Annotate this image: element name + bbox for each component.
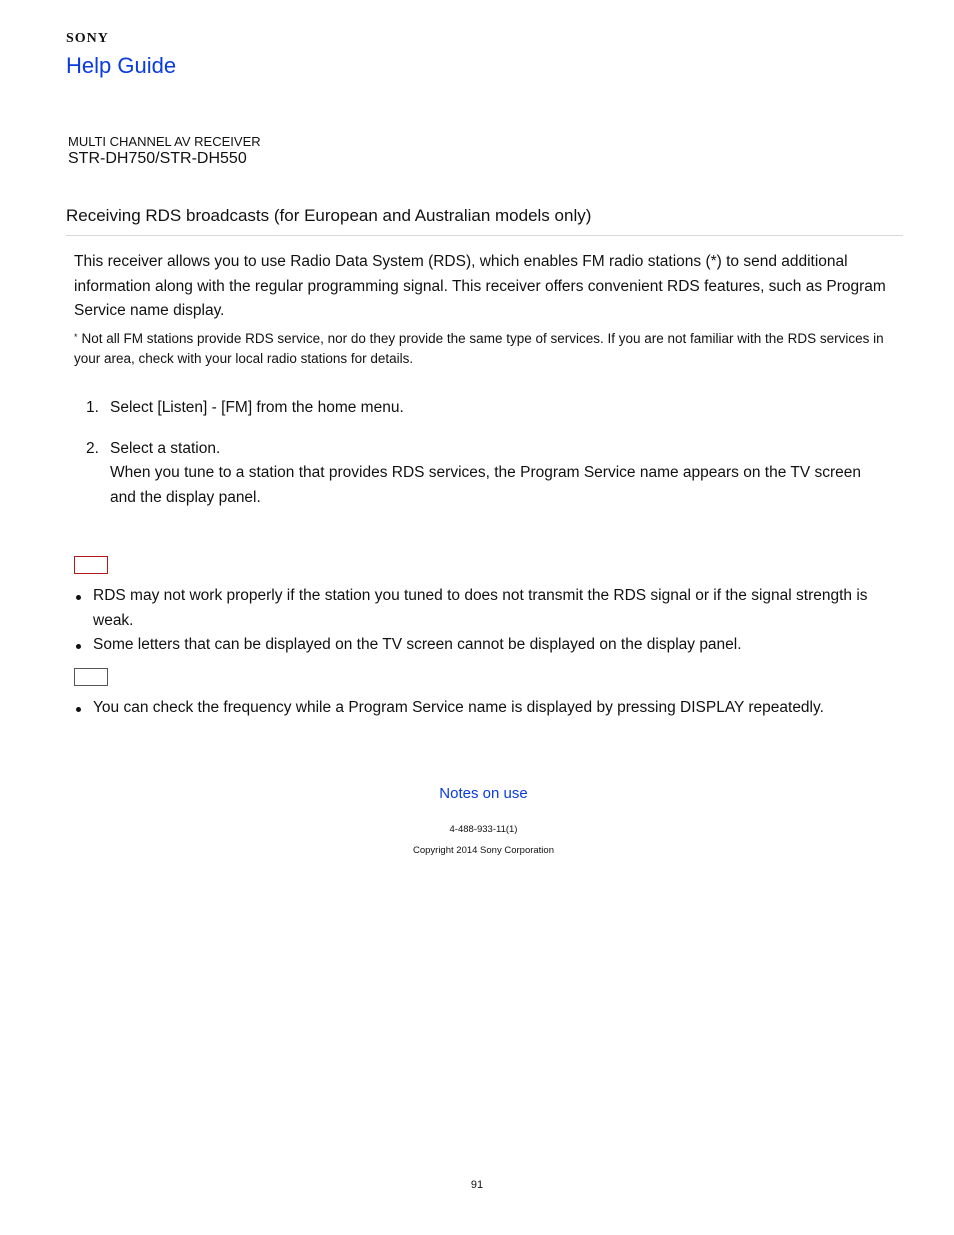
list-item: Some letters that can be displayed on the TV screen cannot be displayed on the display panel. [74, 633, 894, 658]
footnote-text: Not all FM stations provide RDS service, nor do they provide the same type of services. If you are not familiar with the RDS services in your area, check with your local radio stations for details. [74, 331, 884, 366]
page-number: 91 [470, 1179, 484, 1191]
model-number: STR-DH750/STR-DH550 [68, 150, 247, 167]
hint-label-box [74, 668, 108, 686]
step-number: 2. [86, 439, 99, 457]
note-label-box [74, 556, 108, 574]
doc-number [0, 824, 954, 835]
product-type: MULTI CHANNEL AV RECEIVER [68, 134, 261, 149]
help-guide-link[interactable]: Help Guide [66, 53, 177, 78]
step-item [80, 396, 880, 421]
footnote-marker: * [74, 332, 78, 342]
doc-number-text: 4-488-933-11(1) [449, 824, 518, 835]
steps-list [80, 396, 880, 526]
intro-paragraph: This receiver allows you to use Radio Data System (RDS), which enables FM radio stations (*) to send additional information along with the regular programming signal. This receiver offers convenient RDS features, such as Program Service name display. [74, 253, 886, 319]
step-number: 1. [86, 399, 99, 416]
page-title: Receiving RDS broadcasts (for European and Australian models only) [66, 206, 592, 225]
notes-on-use-link[interactable]: Notes on use [439, 785, 528, 802]
related-topic [0, 785, 954, 802]
list-item: RDS may not work properly if the station you tuned to does not transmit the RDS signal or if the signal strength is weak. [74, 584, 894, 633]
sony-logo: SONY [66, 31, 109, 46]
footnote [74, 329, 904, 369]
copyright-text: Copyright 2014 Sony Corporation [412, 845, 554, 856]
title-divider [66, 235, 903, 236]
step-item [80, 437, 880, 511]
note-list [74, 584, 894, 658]
step-text: Select a station. [110, 439, 221, 457]
step-text: Select [Listen] - [FM] from the home menu. [110, 399, 404, 416]
copyright [0, 845, 954, 856]
hint-list [74, 696, 894, 721]
list-item: You can check the frequency while a Program Service name is displayed by pressing DISPLAY repeatedly. [74, 696, 894, 721]
step-detail: When you tune to a station that provides RDS services, the Program Service name appears on the TV screen and the display panel. [110, 464, 861, 506]
